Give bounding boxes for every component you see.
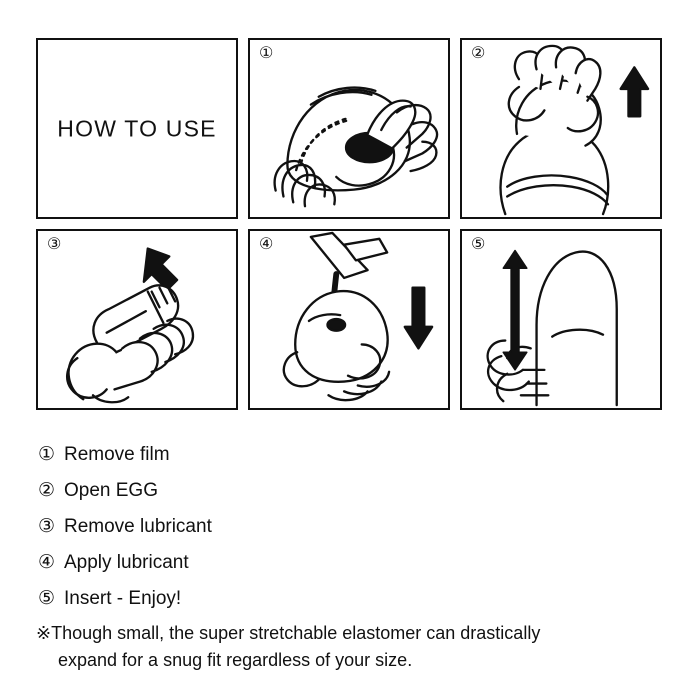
step-label: Open EGG [64,480,158,501]
step-label: Remove film [64,444,170,465]
panel-open-egg [460,38,662,219]
panel-apply-lubricant [248,229,450,410]
step-number: ⑤ [38,588,56,609]
panel-number-2: ② [471,45,486,62]
list-item [38,553,658,572]
panel-insert-enjoy [460,229,662,410]
insert-enjoy-illustration [462,231,660,408]
step-label: Apply lubricant [64,552,189,573]
remove-lubricant-illustration [38,231,236,408]
open-egg-illustration [462,40,660,217]
list-item [38,481,658,500]
remove-film-illustration [250,40,448,217]
panel-number-4: ④ [259,236,274,253]
panel-remove-film [248,38,450,219]
apply-lubricant-illustration [250,231,448,408]
step-number: ① [38,444,56,465]
list-item [38,445,658,464]
panel-grid [36,38,664,410]
list-item [38,517,658,536]
panel-number-5: ⑤ [471,236,486,253]
panel-number-1: ① [259,45,274,62]
step-number: ② [38,480,56,501]
list-item [38,589,658,608]
step-number: ③ [38,516,56,537]
footnote-line-2: expand for a snug fit regardless of your size. [58,650,413,670]
footnote [36,620,660,674]
panel-number-3: ③ [47,236,62,253]
panel-remove-lubricant [36,229,238,410]
step-label: Insert - Enjoy! [64,588,182,609]
page-title: HOW TO USE [57,115,217,141]
panel-how-to-use [36,38,238,219]
step-list [38,445,658,625]
step-label: Remove lubricant [64,516,212,537]
footnote-line-1: ※Though small, the super stretchable elastomer can drastically [36,623,541,643]
step-number: ④ [38,552,56,573]
